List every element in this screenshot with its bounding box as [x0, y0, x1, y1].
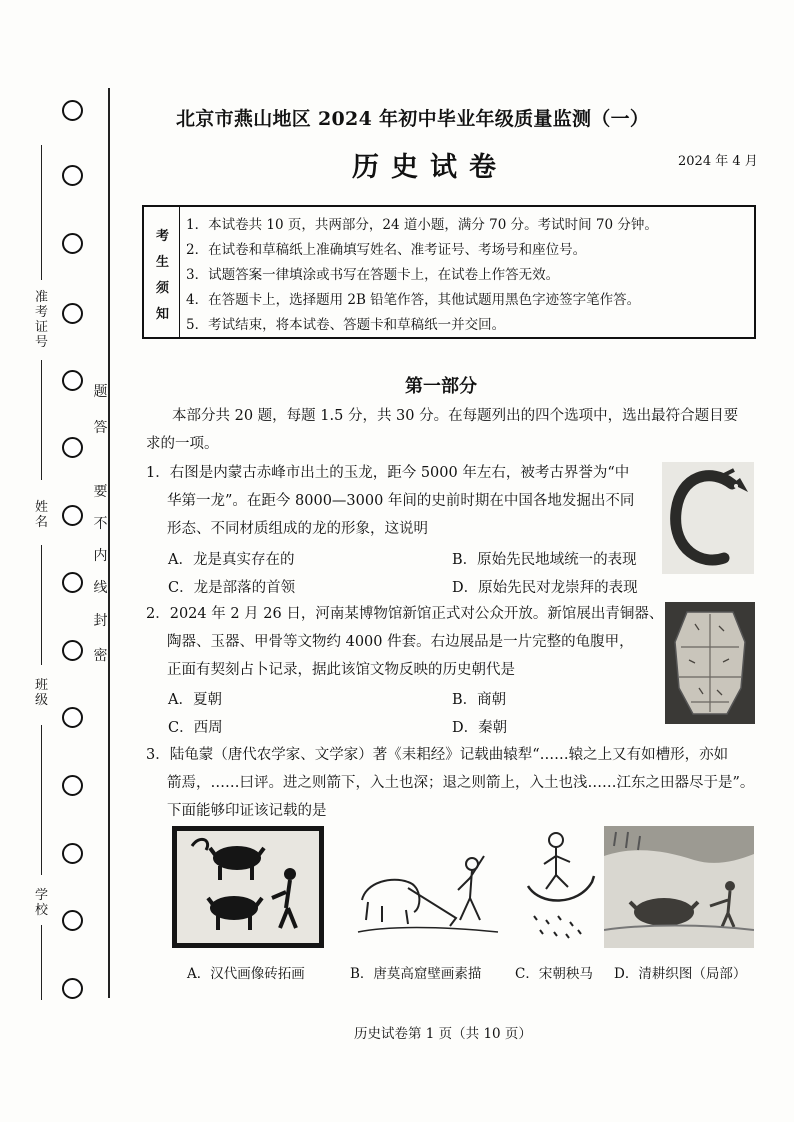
fill-line — [41, 145, 42, 280]
option-d: D．秦朝 — [452, 720, 508, 736]
question-text: 正面有契刻占卜记录，据此该馆文物反映的历史朝代是 — [167, 662, 515, 678]
binding-hole-icon — [62, 843, 83, 864]
question-text: 华第一龙”。在距今 8000—3000 年间的史前时期在中国各地发掘出不同 — [167, 493, 635, 509]
binding-hole-icon — [62, 505, 83, 526]
notice-item: 3．试题答案一律填涂或书写在答题卡上，在试卷上作答无效。 — [186, 267, 560, 283]
fill-line — [41, 925, 42, 1000]
binding-hole-icon — [62, 370, 83, 391]
binding-hole-icon — [62, 707, 83, 728]
qing-tilling-painting-image — [604, 826, 754, 948]
question-text: 2．2024 年 2 月 26 日，河南某博物馆新馆正式对公众开放。新馆展出青铜器、 — [146, 606, 664, 622]
seal-char: 答 — [93, 420, 108, 436]
option-c: C．龙是部落的首领 — [168, 580, 296, 596]
notice-item: 2．在试卷和草稿纸上准确填写姓名、准考证号、考场号和座位号。 — [186, 242, 587, 258]
question-text: 陶器、玉器、甲骨等文物约 4000 件套。右边展品是一片完整的龟腹甲， — [167, 634, 634, 650]
song-yangma-image — [520, 826, 600, 948]
seal-char: 线 — [93, 580, 108, 596]
image-caption-d: D．清耕织图（局部） — [614, 966, 747, 982]
binding-hole-icon — [62, 303, 83, 324]
binding-hole-icon — [62, 572, 83, 593]
notice-side-char: 生 — [156, 255, 170, 270]
turtle-plastron-image — [665, 602, 755, 724]
section-intro: 求的一项。 — [146, 436, 219, 452]
image-caption-a: A．汉代画像砖拓画 — [187, 966, 305, 982]
name-label: 姓名 — [34, 500, 48, 530]
option-d: D．原始先民对龙崇拜的表现 — [452, 580, 638, 596]
option-a: A．夏朝 — [168, 692, 222, 708]
notice-item: 5．考试结束，将本试卷、答题卡和草稿纸一并交回。 — [186, 317, 506, 333]
seal-char: 题 — [93, 384, 108, 400]
candidate-notice-box — [142, 205, 756, 339]
notice-item: 4．在答题卡上，选择题用 2B 铅笔作答，其他试题用黑色字迹签字笔作答。 — [186, 292, 641, 308]
option-c: C．西周 — [168, 720, 223, 736]
section-intro: 本部分共 20 题，每题 1.5 分，共 30 分。在每题列出的四个选项中，选出最符合题目要 — [172, 408, 739, 424]
question-text: 箭焉，……曰评。进之则箭下，入土也深；退之则箭上，入土也浅……江东之田器尽于是”。 — [167, 775, 755, 791]
paper-title: 历史试卷 — [352, 152, 508, 183]
exam-date: 2024 年 4 月 — [678, 154, 758, 169]
option-b: B．商朝 — [452, 692, 507, 708]
notice-side-char: 须 — [156, 281, 170, 296]
image-caption-b: B．唐莫高窟壁画素描 — [350, 966, 482, 982]
seal-char: 内 — [93, 548, 108, 564]
option-a: A．龙是真实存在的 — [168, 552, 295, 568]
notice-side-char: 考 — [156, 229, 170, 244]
question-text: 形态、不同材质组成的龙的形象，这说明 — [167, 521, 428, 537]
exam-title: 北京市燕山地区 2024 年初中毕业年级质量监测（一） — [176, 108, 650, 130]
binding-hole-icon — [62, 233, 83, 254]
question-text: 3．陆龟蒙（唐代农学家、文学家）著《耒耜经》记载曲辕犁“……辕之上又有如槽形，亦如 — [146, 747, 729, 763]
class-label: 班级 — [34, 678, 48, 708]
seal-char: 不 — [93, 516, 108, 532]
fill-line — [41, 725, 42, 875]
exam-number-label: 准考证号 — [34, 290, 48, 350]
binding-hole-icon — [62, 640, 83, 661]
notice-side-char: 知 — [156, 307, 170, 322]
binding-hole-icon — [62, 978, 83, 999]
binding-hole-icon — [62, 437, 83, 458]
image-caption-c: C．宋朝秧马 — [515, 966, 593, 982]
seal-char: 封 — [93, 613, 108, 629]
seal-char: 密 — [93, 648, 108, 664]
page-footer: 历史试卷第 1 页（共 10 页） — [354, 1026, 532, 1042]
notice-side-label — [144, 207, 180, 337]
binding-hole-icon — [62, 165, 83, 186]
jade-dragon-image — [662, 462, 754, 574]
han-brick-rubbing-image — [172, 826, 324, 948]
mogao-mural-sketch-image — [352, 840, 502, 938]
seal-char: 要 — [93, 484, 108, 500]
binding-hole-icon — [62, 910, 83, 931]
fill-line — [41, 360, 42, 480]
binding-hole-icon — [62, 100, 83, 121]
question-text: 1．右图是内蒙古赤峰市出土的玉龙，距今 5000 年左右，被考古界誉为“中 — [146, 465, 630, 481]
option-b: B．原始先民地域统一的表现 — [452, 552, 637, 568]
section-title: 第一部分 — [405, 376, 477, 397]
binding-hole-icon — [62, 775, 83, 796]
question-text: 下面能够印证该记载的是 — [167, 803, 327, 819]
fill-line — [41, 545, 42, 665]
school-label: 学校 — [34, 888, 48, 918]
binding-line — [108, 88, 110, 998]
notice-item: 1．本试卷共 10 页，共两部分，24 道小题，满分 70 分。考试时间 70 分钟。 — [186, 217, 658, 233]
